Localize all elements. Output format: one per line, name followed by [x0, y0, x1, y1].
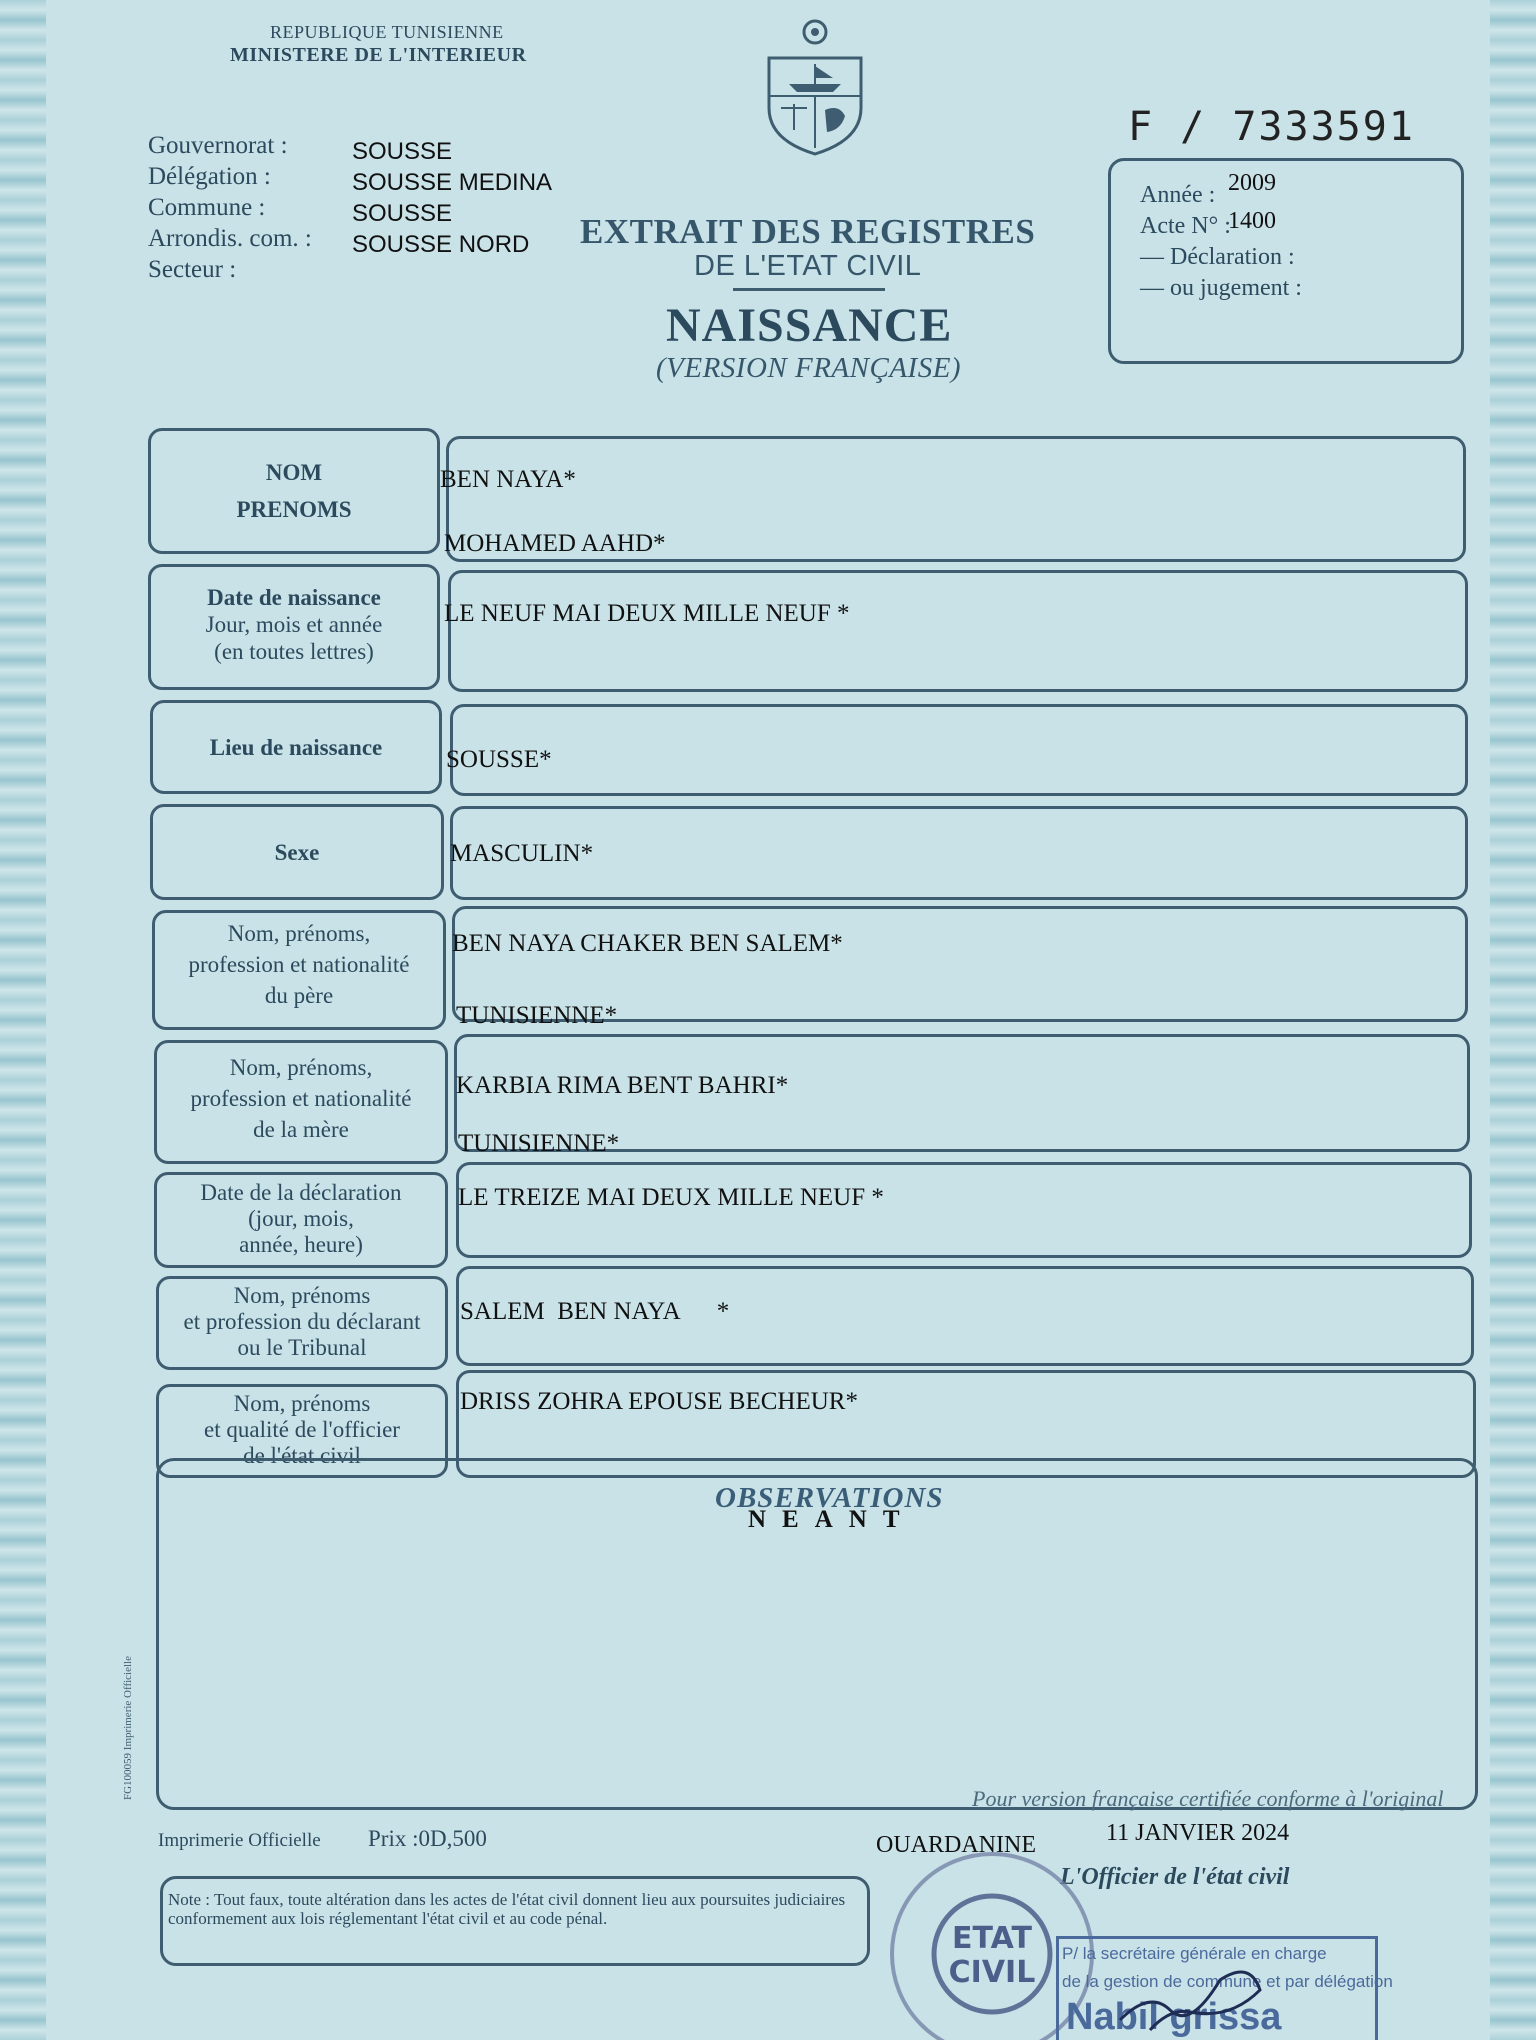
value-declaration: LE TREIZE MAI DEUX MILLE NEUF * — [458, 1184, 884, 1211]
label-line: profession et nationalité — [188, 951, 410, 977]
title-extrait: EXTRAIT DES REGISTRES — [580, 212, 1036, 251]
label-annee: Année : — [1140, 182, 1216, 208]
row-label-declarant — [156, 1280, 448, 1364]
republic-heading: REPUBLIQUE TUNISIENNE — [270, 22, 504, 42]
ministry-heading: MINISTERE DE L'INTERIEUR — [230, 44, 527, 66]
label-line: Sexe — [274, 839, 320, 865]
round-stamp-line2: CIVIL — [948, 1955, 1036, 1990]
title-divider — [733, 288, 885, 291]
value-sexe: MASCULIN* — [450, 840, 594, 867]
label-line: Date de la déclaration — [200, 1180, 402, 1205]
label-line: ou le Tribunal — [237, 1335, 367, 1360]
value-mere-nom: KARBIA RIMA BENT BAHRI* — [456, 1072, 789, 1099]
round-stamp-line1: ETAT — [952, 1921, 1032, 1956]
value-prenoms: MOHAMED AAHD* — [444, 530, 666, 557]
label-line: (en toutes lettres) — [214, 638, 374, 664]
decorative-left-border — [0, 0, 46, 2040]
label-jugement: — ou jugement : — [1140, 275, 1302, 301]
printer-side-code: FG100059 Imprimerie Officielle — [122, 1656, 134, 1800]
label-line: Nom, prénoms, — [227, 920, 371, 946]
value-nom: BEN NAYA* — [440, 466, 576, 493]
value-pere-nationalite: TUNISIENNE* — [456, 1002, 618, 1029]
value-officier: DRISS ZOHRA EPOUSE BECHEUR* — [460, 1388, 858, 1415]
value-arrondissement: SOUSSE NORD — [352, 231, 530, 258]
label-line: du père — [264, 982, 334, 1008]
label-line: PRENOMS — [236, 497, 352, 522]
label-gouvernorat: Gouvernorat : — [148, 132, 288, 159]
title-etat-civil: DE L'ETAT CIVIL — [694, 250, 922, 282]
row-label-declaration — [154, 1176, 448, 1262]
label-line: Nom, prénoms — [233, 1283, 371, 1308]
row-label-lieu — [150, 700, 442, 794]
row-value-box-lieu — [450, 704, 1468, 796]
label-line: Nom, prénoms, — [229, 1054, 373, 1080]
label-line: Jour, mois et année — [205, 611, 383, 637]
location-labels — [148, 130, 312, 285]
rect-stamp-line1: P/ la secrétaire générale en charge — [1062, 1944, 1327, 1963]
label-line: (jour, mois, — [248, 1206, 354, 1231]
price-label: Prix :0D,500 — [368, 1826, 487, 1851]
label-line: de l'état civil — [243, 1443, 361, 1468]
label-arrondissement: Arrondis. com. : — [148, 225, 312, 252]
value-mere-nationalite: TUNISIENNE* — [458, 1130, 620, 1157]
value-acte: 1400 — [1228, 208, 1276, 234]
row-label-mere — [154, 1048, 448, 1148]
label-delegation: Délégation : — [148, 163, 271, 190]
value-annee: 2009 — [1228, 170, 1276, 196]
label-line: année, heure) — [239, 1232, 363, 1257]
row-label-sexe — [150, 804, 444, 900]
serial-number: F / 7333591 — [1128, 104, 1415, 150]
label-acte: Acte N° : — [1140, 213, 1231, 239]
rect-stamp-line2: de la gestion de commune et par délégation — [1062, 1972, 1393, 1991]
row-value-box-sexe — [450, 806, 1468, 900]
value-commune: SOUSSE — [352, 200, 453, 227]
label-line: de la mère — [253, 1116, 349, 1142]
observations-title: OBSERVATIONS — [715, 1482, 944, 1514]
decorative-right-border — [1490, 0, 1536, 2040]
label-line: et qualité de l'officier — [204, 1417, 400, 1442]
label-declaration: — Déclaration : — [1140, 244, 1295, 270]
certified-note: Pour version française certifiée conforme à l'original — [972, 1786, 1444, 1811]
label-line: NOM — [265, 460, 323, 485]
value-lieu: SOUSSE* — [446, 746, 552, 773]
value-date-naissance: LE NEUF MAI DEUX MILLE NEUF * — [444, 600, 850, 627]
value-gouvernorat: SOUSSE — [352, 138, 453, 165]
label-line: Date de naissance — [207, 584, 381, 610]
signature-icon — [1110, 1950, 1290, 2040]
title-version: (VERSION FRANÇAISE) — [656, 352, 962, 384]
row-label-nom — [148, 428, 440, 554]
coat-of-arms-icon — [755, 18, 875, 158]
row-value-box-date-naissance — [448, 570, 1468, 692]
acte-labels — [1140, 180, 1302, 304]
title-naissance: NAISSANCE — [666, 299, 953, 352]
label-line: et profession du déclarant — [183, 1309, 421, 1334]
label-line: Lieu de naissance — [209, 734, 383, 760]
row-label-date-naissance — [148, 576, 440, 672]
officer-title: L'Officier de l'état civil — [1060, 1864, 1290, 1890]
issue-place: OUARDANINE — [876, 1832, 1036, 1858]
rect-stamp-name: Nabil grissa — [1066, 1996, 1282, 2038]
value-declarant: SALEM BEN NAYA * — [460, 1298, 730, 1325]
label-line: profession et nationalité — [190, 1085, 412, 1111]
value-pere-nom: BEN NAYA CHAKER BEN SALEM* — [452, 930, 843, 957]
label-line: Nom, prénoms — [233, 1391, 371, 1416]
location-values — [352, 136, 552, 260]
printer-label: Imprimerie Officielle — [158, 1830, 321, 1851]
label-secteur: Secteur : — [148, 256, 237, 283]
observations-value: NEANT — [748, 1506, 916, 1533]
legal-note: Note : Tout faux, toute altération dans les actes de l'état civil donnent lieu aux poursuites judiciaires conformement aux lois réglementant l'état civil et au code pénal. — [168, 1890, 846, 1928]
label-commune: Commune : — [148, 194, 266, 221]
issue-date: 11 JANVIER 2024 — [1106, 1820, 1290, 1846]
value-delegation: SOUSSE MEDINA — [352, 169, 553, 196]
row-label-pere — [152, 914, 446, 1014]
